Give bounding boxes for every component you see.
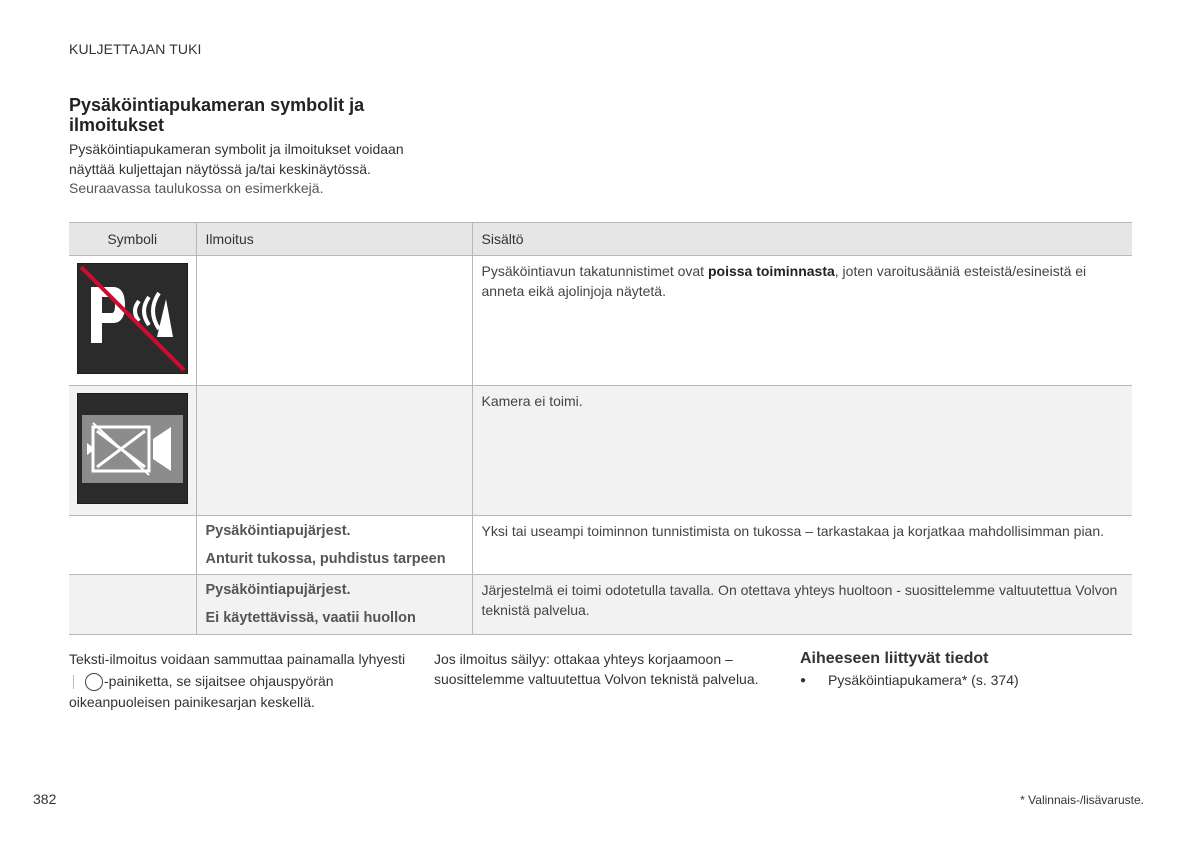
table-header-row	[69, 223, 1132, 256]
content-cell: Yksi tai useampi toiminnon tunnistimista on tukossa – tarkastakaa ja korjatkaa mahdollisimman pian.	[472, 516, 1132, 575]
message-cell	[196, 256, 472, 386]
symbols-table	[69, 222, 1132, 635]
persist-instruction: Jos ilmoitus säilyy: ottakaa yhteys korjaamoon – suosittelemme valtuutettua Volvon teknistä palvelua.	[434, 651, 759, 687]
table-row	[69, 575, 1132, 635]
symbol-cell	[69, 516, 196, 575]
message-title: Pysäköintiapujärjest.	[205, 582, 351, 598]
related-link-parking-camera[interactable]: ● Pysäköintiapukamera* (s. 374)	[800, 672, 1019, 688]
dismiss-text-after: -painiketta, se sijaitsee ohjauspyörän oikeanpuoleisen painikesarjan keskellä.	[69, 672, 334, 710]
dismiss-instruction	[69, 649, 409, 714]
table-row	[69, 516, 1132, 575]
content-cell: Pysäköintiavun takatunnistimet ovat poissa toiminnasta, joten varoitusääniä esteistä/esineistä ei anneta eikä ajolinjoja näytetä.	[472, 256, 1132, 386]
emphasis-text: poissa toiminnasta	[707, 263, 835, 279]
intro	[69, 140, 414, 199]
camera-off-icon	[77, 393, 188, 504]
message-cell	[196, 386, 472, 516]
message-title: Pysäköintiapujärjest.	[205, 523, 351, 539]
related-title: Aiheeseen liittyvät tiedot	[800, 650, 989, 667]
column-header-message: Ilmoitus	[196, 223, 472, 256]
parking-sensors-off-icon	[77, 263, 188, 374]
symbol-cell	[69, 386, 196, 516]
content-cell: Järjestelmä ei toimi odotetulla tavalla. On otettava yhteys huoltoon - suosittelemme valtuutettua Volvon teknistä palvelua.	[472, 575, 1132, 635]
message-detail: Ei käytettävissä, vaatii huollon	[205, 610, 416, 626]
message-detail: Anturit tukossa, puhdistus tarpeen	[205, 551, 446, 567]
dismiss-text-before: Teksti-ilmoitus voidaan sammuttaa painamalla lyhyesti	[69, 651, 406, 667]
footnote: * Valinnais-/lisävaruste.	[1020, 793, 1144, 807]
circle-button-icon	[85, 673, 103, 691]
symbol-cell	[69, 256, 196, 386]
bracket-decoration	[73, 675, 77, 689]
symbol-cell	[69, 575, 196, 635]
table-row	[69, 386, 1132, 516]
page-number: 382	[33, 791, 57, 807]
content-cell: Kamera ei toimi.	[472, 386, 1132, 516]
column-header-symbol: Symboli	[69, 223, 196, 256]
table-row	[69, 256, 1132, 386]
related-list	[800, 672, 1019, 688]
message-cell	[196, 575, 472, 635]
intro-note: Seuraavassa taulukossa on esimerkkejä.	[69, 180, 324, 196]
message-cell	[196, 516, 472, 575]
column-header-content: Sisältö	[472, 223, 1132, 256]
section-header: KULJETTAJAN TUKI	[69, 41, 202, 57]
intro-text: Pysäköintiapukameran symbolit ja ilmoitukset voidaan näyttää kuljettajan näytössä ja/tai keskinäytössä.	[69, 141, 404, 177]
page-title: Pysäköintiapukameran symbolit ja ilmoitukset	[69, 95, 365, 135]
